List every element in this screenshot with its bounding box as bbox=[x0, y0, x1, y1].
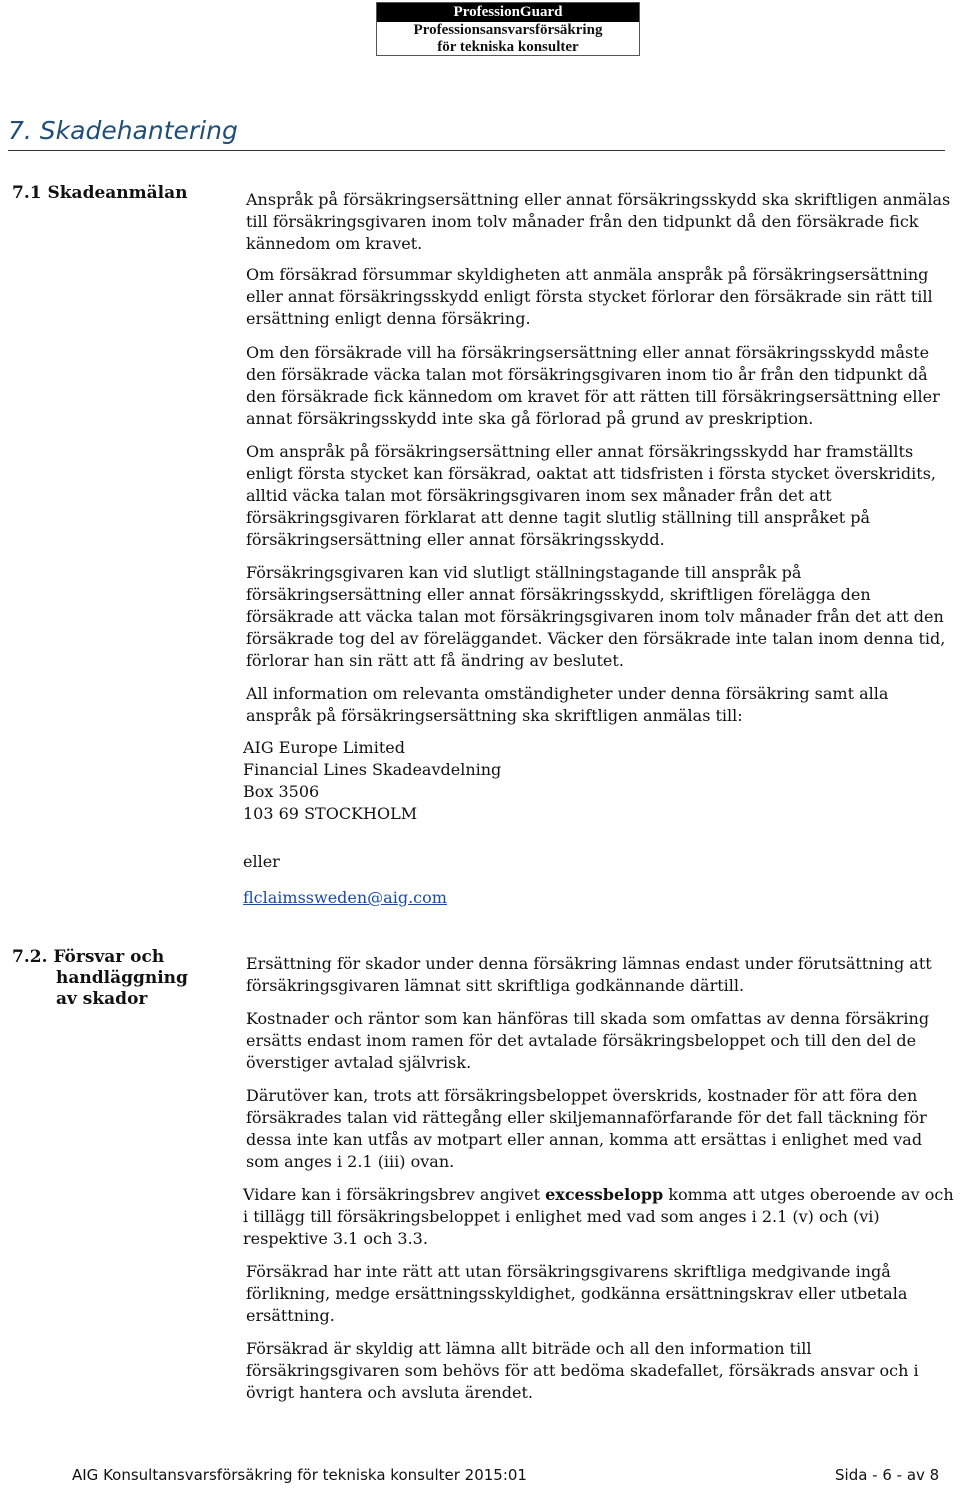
or-text: eller bbox=[243, 852, 280, 871]
paragraph: Försäkrad är skyldig att lämna allt biträde och all den information till försäkringsgivaren som behövs för att bedöma skadefallet, försäkrads ansvar och i övrigt hantera och avsluta ärendet. bbox=[246, 1339, 919, 1402]
section-heading-line: av skador bbox=[56, 989, 148, 1009]
paragraph: Försäkrad har inte rätt att utan försäkringsgivarens skriftliga medgivande ingå förlikning, medge ersättningsskyldighet, godkänna ersättningskrav eller utbetala ersättning. bbox=[246, 1262, 908, 1325]
excess-text-pre: Vidare kan i försäkringsbrev angivet bbox=[243, 1185, 546, 1204]
page-title: 7. Skadehantering bbox=[8, 114, 945, 151]
address-line: 103 69 STOCKHOLM bbox=[243, 804, 418, 823]
paragraph: Om försäkrad försummar skyldigheten att anmäla anspråk på försäkringsersättning eller annat försäkringsskydd enligt första stycket förlorar den försäkrade sin rätt till ersättning enligt denna försäkring. bbox=[246, 265, 933, 328]
header-logo-box bbox=[376, 2, 640, 56]
paragraph: Därutöver kan, trots att försäkringsbeloppet överskrids, kostnader för att föra den försäkrades talan vid rättegång eller skiljemannaförfarande för det fall täckning för dessa inte kan utfås av motpart eller annan, komma att ersättas i enlighet med vad som anges i 2.1 (iii) ovan. bbox=[246, 1086, 927, 1171]
section-heading-7-1: 7.1 Skadeanmälan bbox=[12, 183, 188, 203]
section-heading-line: 7.2. Försvar och bbox=[12, 947, 165, 967]
paragraph: Om anspråk på försäkringsersättning eller annat försäkringsskydd har framställts enligt första stycket kan försäkrad, oaktat att tidsfristen i första stycket överskridits, alltid väcka talan mot försäkringsgivaren inom sex månader från det att försäkringsgivaren förklarat att denne tagit slutlig ställning till anspråket på försäkringsersättning eller annat försäkringsskydd. bbox=[246, 442, 936, 549]
address-line: AIG Europe Limited bbox=[243, 738, 405, 757]
excess-text-post: komma att utges oberoende av och i tillägg till försäkringsbeloppet i enlighet med vad som anges i 2.1 (v) och (vi) respektive 3.1 och 3.3. bbox=[243, 1185, 954, 1248]
footer-document-title: AIG Konsultansvarsförsäkring för tekniska konsulter 2015:01 bbox=[72, 1466, 527, 1484]
section-heading-7-2 bbox=[12, 947, 188, 1010]
section-heading-line: handläggning bbox=[56, 968, 188, 988]
claims-email-link[interactable]: flclaimssweden@aig.com bbox=[243, 888, 447, 907]
paragraph: Anspråk på försäkringsersättning eller annat försäkringsskydd ska skriftligen anmälas till försäkringsgivaren inom tolv månader från den tidpunkt då den försäkrade fick kännedom om kravet. bbox=[246, 190, 951, 253]
header-line-2: för tekniska konsulter bbox=[437, 39, 579, 55]
header-line-1: Professionsansvarsförsäkring bbox=[413, 22, 603, 38]
paragraph: All information om relevanta omständigheter under denna försäkring samt alla anspråk på försäkringsersättning ska skriftligen anmälas till: bbox=[246, 684, 889, 725]
excess-term: excessbelopp bbox=[545, 1185, 664, 1204]
paragraph: Ersättning för skador under denna försäkring lämnas endast under förutsättning att försäkringsgivaren lämnat sitt skriftliga godkännande därtill. bbox=[246, 954, 932, 995]
address-line: Box 3506 bbox=[243, 782, 320, 801]
paragraph: Kostnader och räntor som kan hänföras till skada som omfattas av denna försäkring ersätts endast inom ramen för det avtalade försäkringsbeloppet och till den del de överstiger avtalad självrisk. bbox=[246, 1009, 930, 1072]
paragraph: Försäkringsgivaren kan vid slutligt ställningstagande till anspråk på försäkringsersättning eller annat försäkringsskydd, skriftligen förelägga den försäkrade att väcka talan mot försäkringsgivaren inom tolv månader från det att den försäkrade tog del av föreläggandet. Väcker den försäkrade inte talan inom denna tid, förlorar han sin rätt att få ändring av beslutet. bbox=[246, 563, 946, 670]
email-paragraph bbox=[243, 887, 955, 909]
footer-page-number: Sida - 6 - av 8 bbox=[835, 1466, 940, 1484]
header-brand: ProfessionGuard bbox=[377, 3, 639, 22]
paragraph: Om den försäkrade vill ha försäkringsersättning eller annat försäkringsskydd måste den försäkrade väcka talan mot försäkringsgivaren inom tio år från den tidpunkt då den försäkrade fick kännedom om kravet för att rätten till försäkringsersättning eller annat försäkringsskydd inte ska gå förlorad på grund av preskription. bbox=[246, 343, 940, 428]
address-line: Financial Lines Skadeavdelning bbox=[243, 760, 502, 779]
excess-paragraph bbox=[243, 1184, 955, 1250]
